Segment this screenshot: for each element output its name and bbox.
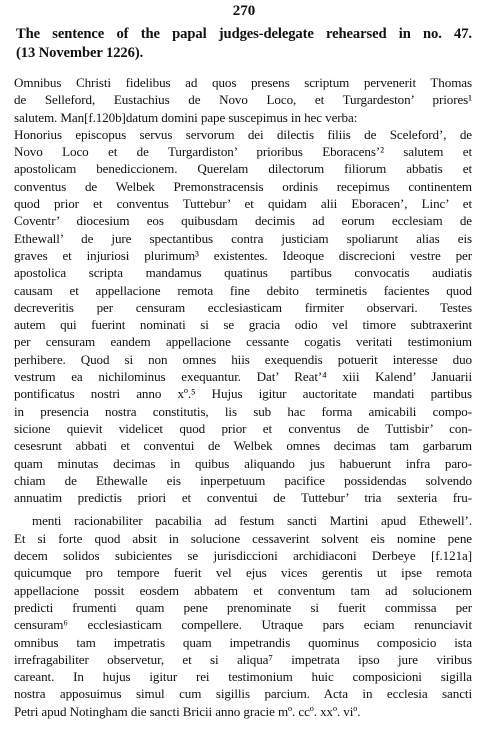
body-line: cesesrunt abbati et conventui de Welbek omnes decimas tam garbarum xyxy=(14,438,472,454)
body-line: quam minutas decimas in quibus aliquando jus habuerunt infra paro- xyxy=(14,455,472,471)
body-line: careant. In hujus igitur rei testimonium huic composicioni sigilla xyxy=(14,669,472,685)
body-line: predicti frumenti quam pene prenominate si fuerit commissa per xyxy=(14,599,472,615)
body-line: de Selleford, Eustachius de Novo Loco, et Turgardeston’ priores¹ xyxy=(14,92,472,108)
heading-line: (13 November 1226). xyxy=(16,45,144,61)
body-line: Novo Loco et de Turgardiston’ prioribus Eboracens’² salutem et xyxy=(14,144,472,160)
body-line: omnibus tam impetratis quam impetrandis quominus composicio ista xyxy=(14,634,472,650)
body-line: causam et appellacione remota fine debito terminetis facientes quod xyxy=(14,282,472,298)
page-number: 270 xyxy=(232,3,256,19)
body-line: Omnibus Christi fidelibus ad quos presens scriptum pervenerit Thomas xyxy=(14,75,472,90)
body-line: salutem. Man[f.120b]datum domini pape suscepimus in hec verba: xyxy=(14,109,358,125)
body-line: quicumque pro tempore fuerit vel ejus vices gerentis ut ipse remota xyxy=(14,565,472,581)
body-line: Ethewall’ de jure spectantibus contra justiciam spoliarunt alias eis xyxy=(14,230,472,246)
body-line: perhibere. Quod si non omnes hiis exequendis potuerit interesse duo xyxy=(14,351,472,367)
body-line: menti racionabiliter pacabilia ad festum sancti Martini apud Ethewell’. xyxy=(32,513,472,529)
body-line: in presencia nostra constitutis, lis sub hac forma amicabili compo- xyxy=(14,403,472,419)
body-line: conventus de Welbek Premonstracensis ordinis recepimus continentem xyxy=(14,178,472,194)
document-heading xyxy=(14,25,474,63)
body-line: nostra apposuimus simul cum sigillis parcium. Acta in ecclesia sancti xyxy=(14,686,472,702)
body-line: apostolica scripta mandamus quatinus partibus convocatis audiatis xyxy=(14,265,472,281)
body-line: vestrum ea nichilominus exequantur. Dat’ Reat’⁴ xiii Kalend’ Januarii xyxy=(14,369,472,385)
document-body xyxy=(14,74,474,720)
body-line: sicione quievit videlicet quod prior et conventus de Tuttisbir’ con- xyxy=(14,420,472,436)
body-line: per censuram eandem appellacione cessante cogatis veritati testimonium xyxy=(14,334,472,350)
body-line: quod prior et conventus Tuttebur’ et quidam alii Eboracen’, Linc’ et xyxy=(14,196,472,212)
body-line: apostolicam benediccionem. Querelam dilectorum filiorum abbatis et xyxy=(14,161,472,177)
body-line: irrefragabiliter observetur, et si aliqua⁷ impetrata ipso jure viribus xyxy=(14,651,472,667)
body-line: appellacione possit eosdem abbatem et conventum tam ad solucionem xyxy=(14,582,472,598)
body-line: chiam de Ethewalle eis inperpetuum pacifice possidendas solvendo xyxy=(14,472,472,488)
body-line: censuram⁶ ecclesiasticam compellere. Utraque pars eciam renunciavit xyxy=(14,617,472,633)
body-line: Coventr’ diocesium eos quibusdam decimis ad eorum ecclesiam de xyxy=(14,213,472,229)
body-line: Honorius episcopus servus servorum dei dilectis filiis de Sceleford’, de xyxy=(14,126,472,142)
body-line: pontificatus nostri anno xº.⁵ Hujus igitur auctoritate mandati partibus xyxy=(14,386,472,402)
body-line: annuatim predictis priori et conventui de Tuttebur’ tria sexteria fru- xyxy=(14,490,472,506)
body-line: autem qui fuerint nominati si se gracia odio vel timore subtraxerint xyxy=(14,317,472,333)
body-line: graves et injuriosi plurimum³ existentes. Ideoque discrecioni vestre per xyxy=(14,247,472,263)
heading-line: The sentence of the papal judges-delegate rehearsed in no. 47. xyxy=(16,26,472,42)
body-line: decreveritis per censuram ecclesiasticam firmiter observari. Testes xyxy=(14,299,472,315)
body-line: decem solidos subicientes se jurisdiccioni archidiaconi Derbeye [f.121a] xyxy=(14,548,472,564)
body-line: Petri apud Notingham die sancti Bricii anno gracie mº. ccº. xxº. viº. xyxy=(14,703,361,719)
body-line: Et si forte quod absit in solucione cessaverint solvent eis nomine pene xyxy=(14,530,472,546)
